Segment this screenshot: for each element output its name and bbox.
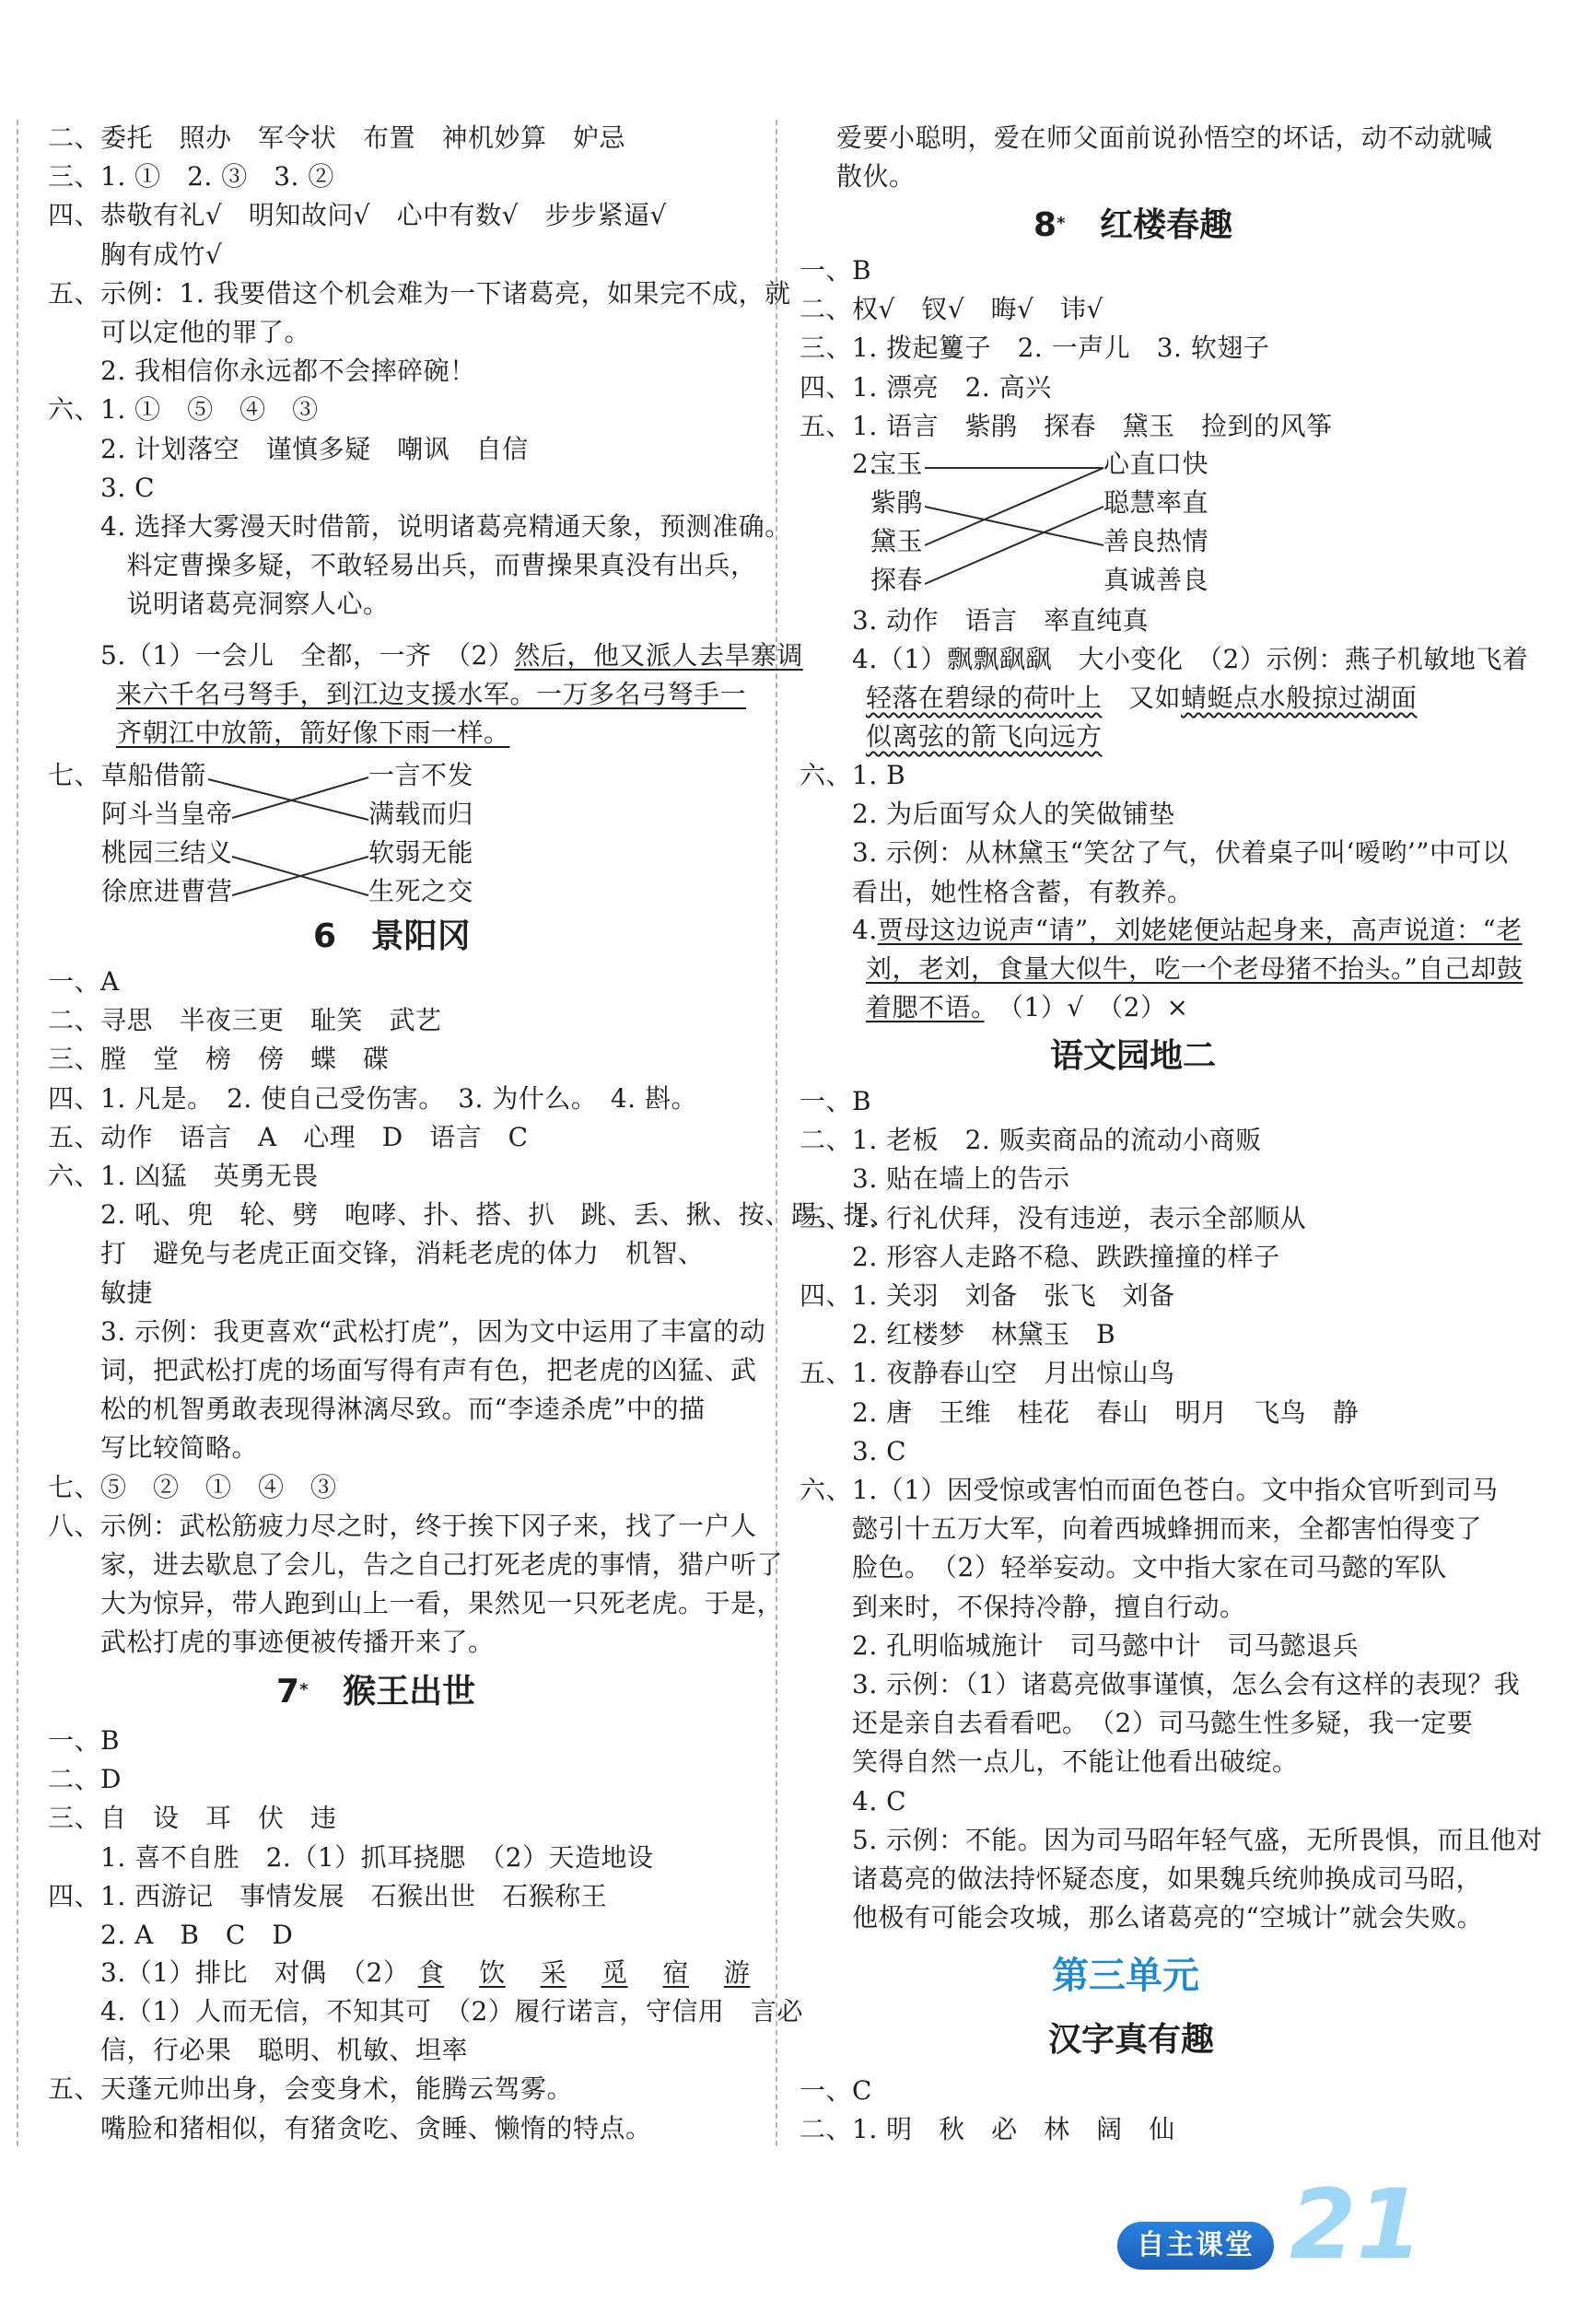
text-line: 二、D (48, 1764, 122, 1795)
text-line: 到来时，不保持冷静，擅自行动。 (800, 1591, 1246, 1622)
text-line: 四、1. 凡是。 2. 使自己受伤害。 3. 为什么。 4. 斟。 (48, 1082, 697, 1114)
match-left-3: 探春 (870, 565, 924, 595)
match-right-2: 软弱无能 (368, 837, 474, 868)
text-line: 5. 示例：不能。因为司马昭年轻气盛，无所畏惧，而且他对 (800, 1824, 1543, 1855)
text-line: 打 避免与老虎正面交锋，消耗老虎的体力 机智、 (48, 1238, 705, 1269)
match-left-1: 阿斗当皇帝 (101, 799, 233, 829)
lesson-8-title: 8* 红楼春趣 (1033, 206, 1233, 244)
d4-line-2 (866, 951, 1523, 987)
c3-line: 3.（1）排比 对偶 （2） 食 饮 采 觅 宿 游 (48, 1957, 751, 1988)
text-line: 2. 计划落空 谨慎多疑 嘲讽 自信 (48, 433, 529, 464)
brand-badge: 自主课堂 (1117, 2222, 1274, 2270)
text-line: 3. C (48, 472, 156, 503)
text-line: 看出，她性格含蓄，有教养。 (800, 876, 1194, 907)
underlined-char: 饮 (479, 1957, 506, 1988)
text-line: 五、1. 夜静春山空 月出惊山鸟 (800, 1358, 1175, 1389)
match-line (925, 507, 1103, 545)
text-line: 4. C (800, 1785, 907, 1816)
match-left-0: 宝玉 (870, 449, 924, 479)
lesson-6-title: 6 景阳冈 (313, 917, 471, 955)
text-line: 五、示例：1. 我要借这个机会难为一下诸葛亮，如果完不成，就 (48, 277, 791, 309)
text-line: 三、1. 拨起籰子 2. 一声儿 3. 软翅子 (800, 333, 1270, 364)
text-line: 六、1.（1）因受惊或害怕而面色苍白。文中指众官听到司马 (800, 1475, 1499, 1505)
text-line: 四、恭敬有礼√ 明知故问√ 心中有数√ 步步紧逼√ (48, 200, 667, 231)
section-yuwen-yuandi-title: 语文园地二 (1050, 1037, 1217, 1075)
text-line: 诸葛亮的做法持怀疑态度，如果魏兵统帅换成司马昭， (800, 1863, 1483, 1894)
text-line: 2. 形容人走路不稳、跌跌撞撞的样子 (800, 1241, 1280, 1272)
match-left-2: 桃园三结义 (101, 837, 233, 868)
text-line: 4.（1）飘飘飖飖 大小变化 （2）示例：燕子机敏地飞着 (800, 644, 1529, 675)
lesson-number: 6 (313, 917, 337, 955)
text-line: 3. 贴在墙上的告示 (800, 1163, 1070, 1195)
underlined-answer: 贾母这边说声“请”，刘姥姥便站起身来，高声说道：“老 (877, 915, 1523, 945)
text-line: 2. 红楼梦 林黛玉 B (800, 1319, 1116, 1350)
text-line: 2. A B C D (48, 1920, 294, 1950)
text-line: 六、1. B (800, 760, 906, 790)
match-left-3: 徐庶进曹营 (101, 876, 233, 906)
text-line: 二、寻思 半夜三更 耻笑 武艺 (48, 1005, 442, 1036)
text-line: 敏捷 (48, 1277, 154, 1308)
c4-line-2: 轻落在碧绿的荷叶上 又如蜻蜓点水般掠过湖面 (866, 683, 1418, 713)
wavy-underline: 似离弦的箭飞向远方 (866, 721, 1103, 752)
text-line: 懿引十五万大军，向着西城蜂拥而来，全都害怕得变了 (800, 1513, 1483, 1545)
optional-mark: * (299, 1680, 309, 1699)
q5-line-1: 5.（1）一会儿 全都，一齐 （2）然后，他又派人去旱寨调 (48, 640, 803, 671)
text-line: 写比较简略。 (48, 1432, 259, 1464)
text-line: 说明诸葛亮洞察人心。 (48, 589, 390, 620)
wavy-underline: 轻落在碧绿的荷叶上 (866, 683, 1103, 713)
text-line: 七、⑤ ② ① ④ ③ (48, 1471, 337, 1502)
text-line: 八、示例：武松筋疲力尽之时，终于挨下冈子来，找了一户人 (48, 1510, 757, 1541)
match-right-1: 满载而归 (368, 799, 474, 829)
text-line: 三、1. 行礼伏拜，没有违逆，表示全部顺从 (800, 1202, 1307, 1233)
match-line (925, 468, 1103, 545)
text-line: 一、B (800, 255, 872, 286)
text-line: 还是亲自去看看吧。 （2）司马懿生性多疑，我一定要 (800, 1708, 1474, 1739)
text-line: 他极有可能会攻城，那么诸葛亮的“空城计”就会失败。 (800, 1902, 1484, 1933)
text-line: 三、膛 堂 榜 傍 蝶 碟 (48, 1044, 390, 1075)
text-line: 四、1. 西游记 事情发展 石猴出世 石猴称王 (48, 1880, 608, 1911)
lesson-number: 7 (276, 1673, 300, 1711)
text-line: 3. 示例：我更喜欢“武松打虎”，因为文中运用了丰富的动 (48, 1315, 766, 1347)
text-line: 2. 孔明临城施计 司马懿中计 司马懿退兵 (800, 1629, 1360, 1661)
text-line: 四、1. 漂亮 2. 高兴 (800, 371, 1052, 403)
text-line: 大为惊异，带人跑到山上一看，果然见一只死老虎。于是， (48, 1588, 784, 1619)
text-line: 爱要小聪明，爱在师父面前说孙悟空的坏话，动不动就喊 (836, 123, 1493, 153)
page-number: 21 (1290, 2168, 1423, 2281)
text-line: 散伙。 (836, 161, 916, 193)
text-line: 五、天蓬元帅出身，会变身术，能腾云驾雾。 (48, 2073, 574, 2105)
text-line: 四、1. 关羽 刘备 张飞 刘备 (800, 1280, 1175, 1311)
match-right-0: 一言不发 (368, 760, 474, 790)
text-line: 3. 示例：（1）诸葛亮做事谨慎，怎么会有这样的表现？我 (800, 1669, 1521, 1699)
text-line: 4. 选择大雾漫天时借箭，说明诸葛亮精通天象，预测准确。 (48, 511, 791, 542)
text-line: 松的机智勇敢表现得淋漓尽致。而“李逵杀虎”中的描 (48, 1394, 706, 1425)
lesson-7-title: 7* 猴王出世 (276, 1673, 476, 1711)
text-line: 三、1. ① 2. ③ 3. ② (48, 161, 334, 193)
underlined-char: 食 (417, 1957, 445, 1988)
optional-mark: * (1057, 214, 1066, 233)
text-line: 二、1. 明 秋 必 林 阔 仙 (800, 2114, 1175, 2145)
text-line: 六、1. 凶猛 英勇无畏 (48, 1161, 319, 1191)
text-line: 2. 我相信你永远都不会摔碎碗！ (48, 356, 476, 387)
text-line: 胸有成竹√ (48, 239, 223, 270)
underlined-char: 觅 (601, 1957, 628, 1988)
text-line: 2. 吼、兜 轮、劈 咆哮、扑、搭、扒 跳、丢、揪、按、踢、提、 (48, 1199, 896, 1231)
match-right-2: 善良热情 (1103, 526, 1209, 556)
match-line (925, 507, 1103, 584)
match-left-0: 草船借箭 (101, 760, 207, 790)
text-line: 六、1. ① ⑤ ④ ③ (48, 394, 319, 426)
text-line: 3. 示例：从林黛玉“笑岔了气，伏着桌子叫‘嗳哟’”中可以 (800, 837, 1509, 869)
underlined-char: 游 (723, 1957, 751, 1988)
underlined-answer: 来六千名弓弩手，到江边支援水军。一万多名弓弩手一 (116, 679, 747, 709)
text-line: 2. 唐 王维 桂花 春山 明月 飞鸟 静 (800, 1396, 1360, 1428)
text-line: 词，把武松打虎的场面写得有声有色，把老虎的凶猛、武 (48, 1355, 757, 1385)
lesson-hanzi-title: 汉字真有趣 (1048, 2021, 1215, 2059)
d4-line-1: 4.贾母这边说声“请”，刘姥姥便站起身来，高声说道：“老 (800, 915, 1523, 945)
text-line: 家，进去歇息了会儿，告之自己打死老虎的事情，猎户听了 (48, 1549, 784, 1580)
text-line: 可以定他的罪了。 (48, 317, 311, 347)
d4-line-3: 着腮不语。 （1）√ （2）× (866, 992, 1189, 1022)
text-line: 一、C (800, 2075, 872, 2106)
underlined-answer: 着腮不语。 (866, 992, 985, 1022)
text-line: 料定曹操多疑，不敢轻易出兵，而曹操果真没有出兵， (48, 550, 757, 581)
underlined-char: 宿 (662, 1957, 689, 1988)
underlined-char: 采 (540, 1957, 567, 1988)
c4-line-3 (866, 718, 1103, 755)
text-line: 二、1. 老板 2. 贩卖商品的流动小商贩 (800, 1125, 1262, 1156)
text-line: 二、权√ 钗√ 晦√ 讳√ (800, 294, 1103, 325)
text-line: 五、1. 语言 紫鹃 探春 黛玉 捡到的风筝 (800, 410, 1333, 441)
q5-2-label: 2. (800, 449, 878, 479)
text-line: 嘴脸和猪相似，有猪贪吃、贪睡、懒惰的特点。 (48, 2112, 652, 2143)
text-line: 笑得自然一点儿，不能让他看出破绽。 (800, 1746, 1299, 1778)
lesson-number: 8 (1033, 206, 1057, 244)
wavy-underline: 蜻蜓点水般掠过湖面 (1181, 683, 1418, 713)
match-right-3: 真诚善良 (1103, 565, 1209, 595)
text-line: 一、B (48, 1725, 121, 1756)
match-right-3: 生死之交 (368, 876, 474, 906)
text-line: 4.（1）人而无信，不知其可 （2）履行诺言，守信用 言必 (48, 1996, 803, 2026)
underlined-answer: 刘，老刘，食量大似牛，吃一个老母猪不抬头。”自己却鼓 (866, 953, 1523, 984)
text-line: 1. 喜不自胜 2.（1）抓耳挠腮 （2）天造地设 (48, 1841, 654, 1873)
underlined-answer: 然后，他又派人去旱寨调 (514, 640, 803, 671)
q7-label: 七、 (48, 760, 101, 790)
text-line: 三、自 设 耳 伏 违 (48, 1803, 337, 1834)
match-left-2: 黛玉 (870, 526, 924, 556)
text-line: 武松打虎的事迹便被传播开来了。 (48, 1627, 495, 1658)
match-right-0: 心直口快 (1103, 449, 1209, 479)
text-line: 五、动作 语言 A 心理 D 语言 C (48, 1121, 529, 1152)
match-right-1: 聪慧率直 (1103, 487, 1209, 518)
text-line: 二、委托 照办 军令状 布置 神机妙算 妒忌 (48, 123, 626, 153)
text-line: 2. 为后面写众人的笑做铺垫 (800, 799, 1175, 830)
text-line: 3. 动作 语言 率直纯真 (800, 605, 1150, 636)
text-line: 一、B (800, 1086, 872, 1116)
text-line: 脸色。 （2）轻举妄动。文中指大家在司马懿的军队 (800, 1552, 1447, 1583)
match-left-1: 紫鹃 (870, 487, 924, 518)
text-line: 一、A (48, 966, 120, 997)
text-line: 3. C (800, 1435, 907, 1466)
unit-three-title: 第三单元 (1052, 1955, 1199, 1997)
underlined-answer: 齐朝江中放箭，箭好像下雨一样。 (116, 718, 510, 748)
text-line: 信，行必果 聪明、机敏、坦率 (48, 2035, 469, 2066)
